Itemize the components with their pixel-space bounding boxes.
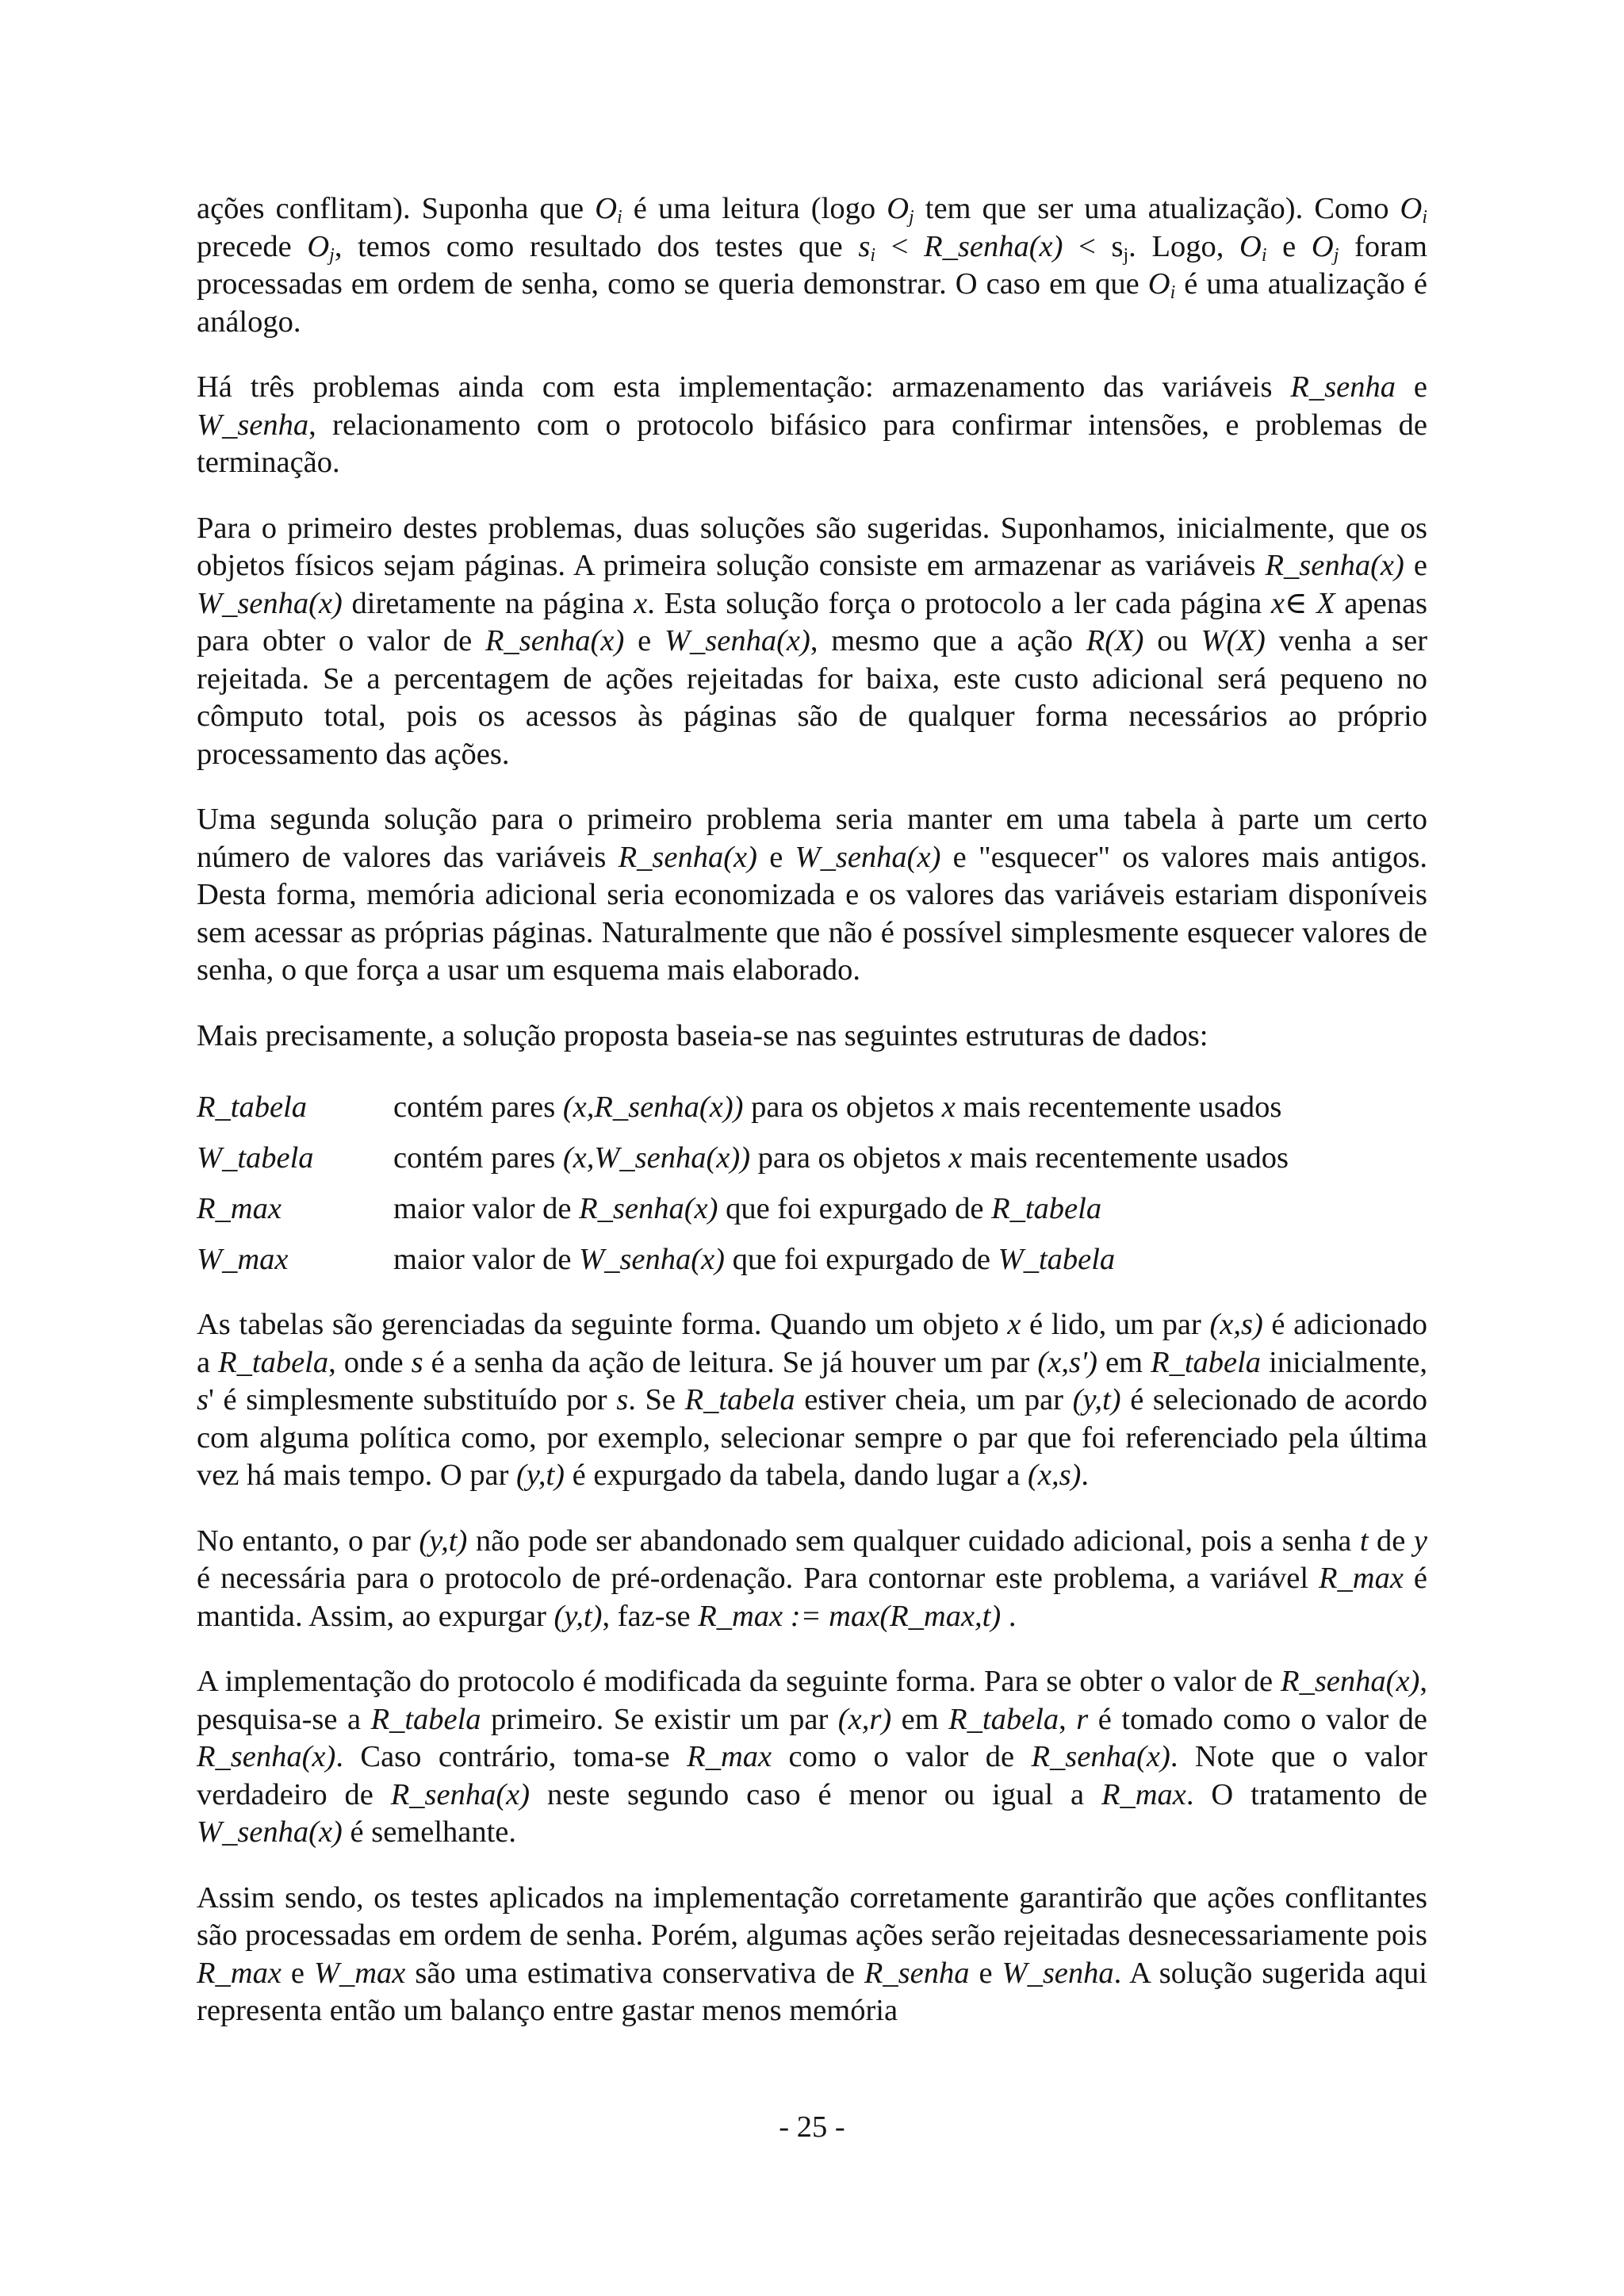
definition-term: W_tabela xyxy=(197,1141,314,1175)
definition-description: maior valor de R_senha(x) que foi expurgado de R_tabela xyxy=(393,1192,1102,1226)
paragraph-3: Para o primeiro destes problemas, duas soluções são sugeridas. Suponhamos, inicialmente, que os objetos físicos sejam páginas. A primeira solução consiste em armazenar as variáveis R_senha(x) e W_senha(x) diretamente na página x. Esta solução força o protocolo a ler cada página x∈ X apenas para obter o valor de R_senha(x) e W_senha(x), mesmo que a ação R(X) ou W(X) venha a ser rejeitada. Se a percentagem de ações rejeitadas for baixa, este custo adicional será pequeno no cômputo total, pois os acessos às páginas são de qualquer forma necessários ao próprio processamento das ações. xyxy=(197,511,1428,771)
definition-row xyxy=(197,1184,1427,1235)
paragraph-5: Mais precisamente, a solução proposta baseia-se nas seguintes estruturas de dados: xyxy=(197,1018,1208,1052)
definition-description: contém pares (x,R_senha(x)) para os objetos x mais recentemente usados xyxy=(393,1091,1282,1125)
paragraph-1: ações conflitam). Suponha que $O_i$ é uma leitura (logo $O_j$ tem que ser uma atualização). Como $O_i$ precede $O_j$, temos como resultado dos testes que $s_i$ < R_senha(x) < $s_j$. Logo, $O_i$ e $O_j$ foram processadas em ordem de senha, como se queria demonstrar. O caso em que $O_i$ é uma atualização é análogo. xyxy=(197,192,1427,339)
definition-term: W_max xyxy=(197,1243,289,1277)
paragraph-7: No entanto, o par (y,t) não pode ser abandonado sem qualquer cuidado adicional, pois a senha t de y é necessária para o protocolo de pré-ordenação. Para contornar este problema, a variável R_max é mantida. Assim, ao expurgar (y,t), faz-se R_max := max(R_max,t) . xyxy=(197,1524,1427,1633)
definition-row xyxy=(197,1235,1427,1286)
definition-description: contém pares (x,W_senha(x)) para os objetos x mais recentemente usados xyxy=(393,1141,1289,1175)
paragraph-8: A implementação do protocolo é modificada da seguinte forma. Para se obter o valor de R_senha(x), pesquisa-se a R_tabela primeiro. Se existir um par (x,r) em R_tabela, r é tomado como o valor de R_senha(x). Caso contrário, toma-se R_max como o valor de R_senha(x). Note que o valor verdadeiro de R_senha(x) neste segundo caso é menor ou igual a R_max. O tratamento de W_senha(x) é semelhante. xyxy=(197,1665,1428,1849)
definition-row xyxy=(197,1133,1427,1184)
paragraph-6: As tabelas são gerenciadas da seguinte forma. Quando um objeto x é lido, um par (x,s) é adicionado a R_tabela, onde s é a senha da ação de leitura. Se já houver um par (x,s') em R_tabela inicialmente, s' é simplesmente substituído por s. Se R_tabela estiver cheia, um par (y,t) é selecionado de acordo com alguma política como, por exemplo, selecionar sempre o par que foi referenciado pela última vez há mais tempo. O par (y,t) é expurgado da tabela, dando lugar a (x,s). xyxy=(197,1308,1428,1492)
paragraph-2: Há três problemas ainda com esta implementação: armazenamento das variáveis R_senha e W_senha, relacionamento com o protocolo bifásico para confirmar intensões, e problemas de terminação. xyxy=(197,370,1427,479)
document-page xyxy=(197,190,1427,2030)
definition-term: R_max xyxy=(197,1192,282,1226)
definition-term: R_tabela xyxy=(197,1091,307,1125)
paragraph-4: Uma segunda solução para o primeiro problema seria manter em uma tabela à parte um certo número de valores das variáveis R_senha(x) e W_senha(x) e "esquecer" os valores mais antigos. Desta forma, memória adicional seria economizada e os valores das variáveis estariam disponíveis sem acessar as próprias páginas. Naturalmente que não é possível simplesmente esquecer valores de senha, o que força a usar um esquema mais elaborado. xyxy=(197,803,1428,987)
definition-description: maior valor de W_senha(x) que foi expurgado de W_tabela xyxy=(393,1243,1116,1277)
page-number: - 25 - xyxy=(779,2110,845,2144)
definition-row xyxy=(197,1083,1427,1133)
definition-list xyxy=(197,1083,1427,1286)
paragraph-9: Assim sendo, os testes aplicados na implementação corretamente garantirão que ações conflitantes são processadas em ordem de senha. Porém, algumas ações serão rejeitadas desnecessariamente pois R_max e W_max são uma estimativa conservativa de R_senha e W_senha. A solução sugerida aqui representa então um balanço entre gastar menos memória xyxy=(197,1880,1427,2027)
